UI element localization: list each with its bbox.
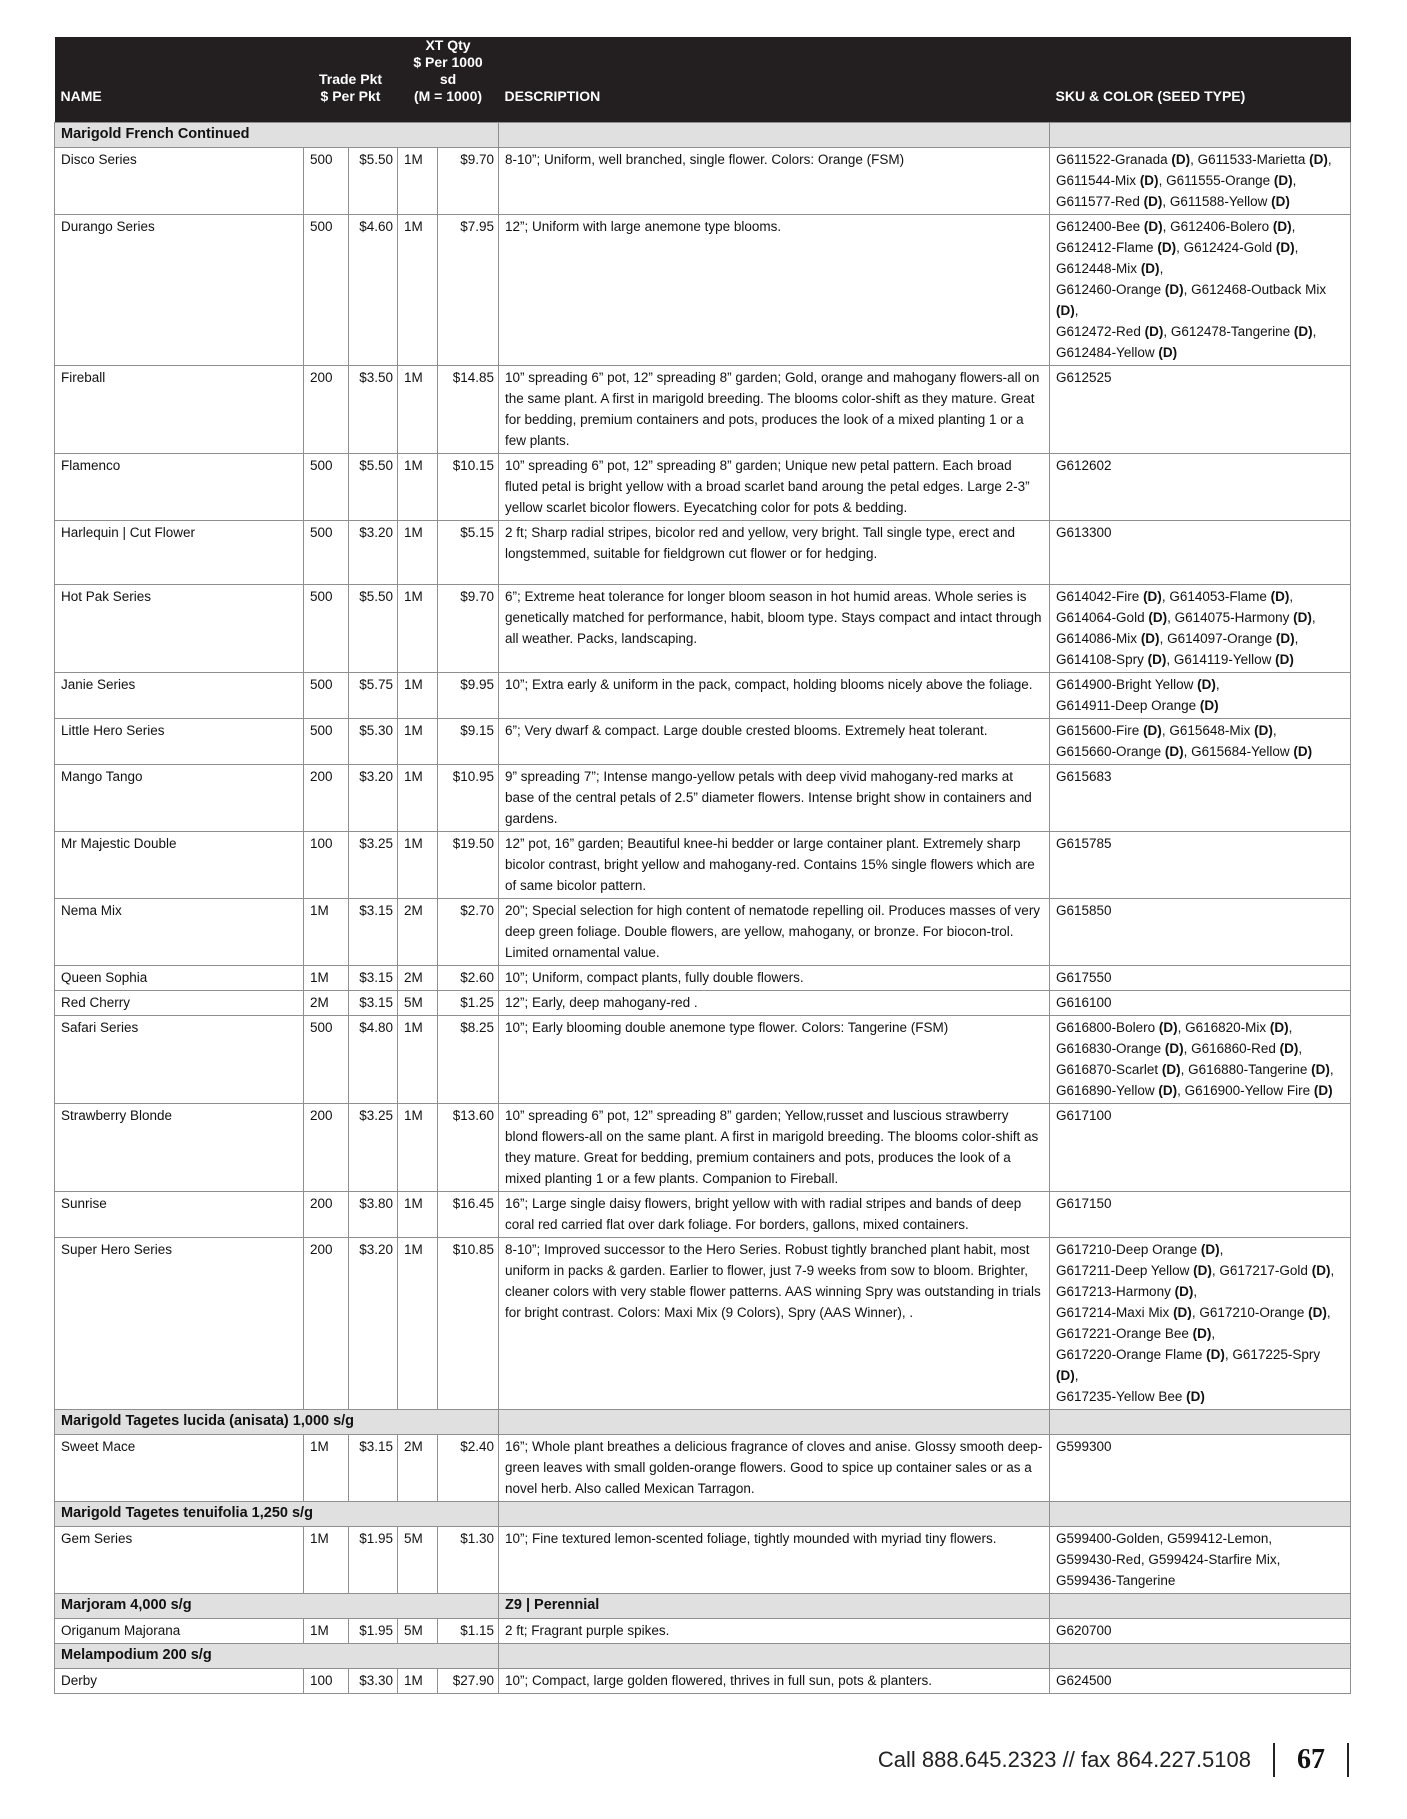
- catalog-page: [54, 37, 1350, 1694]
- xt-qty: 1M: [398, 454, 438, 521]
- sku-color: [1050, 585, 1351, 673]
- section-note: [499, 1502, 1050, 1527]
- footer-divider: [1273, 1743, 1275, 1777]
- trade-pkt-price: $3.20: [349, 1238, 398, 1410]
- section-title: Marigold Tagetes tenuifolia 1,250 s/g: [55, 1502, 499, 1527]
- sku-line: G612460-Orange (D), G612468-Outback Mix (D),: [1056, 282, 1327, 318]
- item-name: Sunrise: [55, 1192, 304, 1238]
- trade-pkt-qty: 500: [304, 1016, 349, 1104]
- section-sku-blank: [1050, 1594, 1351, 1619]
- item-description: 6”; Extreme heat tolerance for longer bloom season in hot humid areas. Whole series is genetically matched for performance, habit, bloom type. Stays compact and intact through all weather. Packs, landscaping.: [499, 585, 1050, 673]
- item-name: Gem Series: [55, 1527, 304, 1594]
- trade-pkt-qty: 500: [304, 719, 349, 765]
- section-title: Marjoram 4,000 s/g: [55, 1594, 499, 1619]
- sku-line: G617100: [1056, 1108, 1112, 1123]
- trade-pkt-price: $3.30: [349, 1669, 398, 1694]
- trade-pkt-qty: 1M: [304, 899, 349, 966]
- sku-line: G620700: [1056, 1623, 1112, 1638]
- sku-color: [1050, 1435, 1351, 1502]
- sku-color: [1050, 148, 1351, 215]
- item-description: 12”; Uniform with large anemone type blooms.: [499, 215, 1050, 366]
- sku-line: G616870-Scarlet (D), G616880-Tangerine (D),: [1056, 1062, 1334, 1077]
- table-row: [55, 454, 1351, 521]
- xt-qty: 1M: [398, 585, 438, 673]
- item-name: Super Hero Series: [55, 1238, 304, 1410]
- sku-color: [1050, 1238, 1351, 1410]
- sku-line: G613300: [1056, 525, 1112, 540]
- sku-color: [1050, 966, 1351, 991]
- sku-line: G612525: [1056, 370, 1112, 385]
- section-sku-blank: [1050, 1410, 1351, 1435]
- xt-price: $1.30: [438, 1527, 499, 1594]
- sku-color: [1050, 765, 1351, 832]
- xt-price: $19.50: [438, 832, 499, 899]
- sku-line: G612400-Bee (D), G612406-Bolero (D),: [1056, 219, 1296, 234]
- trade-pkt-qty: 500: [304, 454, 349, 521]
- sku-line: G624500: [1056, 1673, 1112, 1688]
- trade-pkt-price: $3.20: [349, 765, 398, 832]
- sku-line: G614042-Fire (D), G614053-Flame (D),: [1056, 589, 1294, 604]
- sku-color: [1050, 899, 1351, 966]
- trade-pkt-price: $4.80: [349, 1016, 398, 1104]
- section-sku-blank: [1050, 1502, 1351, 1527]
- section-sku-blank: [1050, 1644, 1351, 1669]
- header-name: NAME: [60, 88, 102, 104]
- xt-price: $27.90: [438, 1669, 499, 1694]
- sku-line: G615683: [1056, 769, 1112, 784]
- table-row: [55, 521, 1351, 585]
- item-name: Nema Mix: [55, 899, 304, 966]
- item-description: 10”; Compact, large golden flowered, thrives in full sun, pots & planters.: [499, 1669, 1050, 1694]
- xt-qty: 1M: [398, 719, 438, 765]
- xt-qty: 1M: [398, 148, 438, 215]
- item-name: Durango Series: [55, 215, 304, 366]
- trade-pkt-qty: 100: [304, 1669, 349, 1694]
- xt-price: $13.60: [438, 1104, 499, 1192]
- section-title: Marigold Tagetes lucida (anisata) 1,000 s/g: [55, 1410, 499, 1435]
- item-description: 10”; Uniform, compact plants, fully double flowers.: [499, 966, 1050, 991]
- sku-line: G615600-Fire (D), G615648-Mix (D),: [1056, 723, 1277, 738]
- sku-line: G599300: [1056, 1439, 1112, 1454]
- trade-pkt-price: $5.30: [349, 719, 398, 765]
- table-row: [55, 148, 1351, 215]
- sku-line: G612602: [1056, 458, 1112, 473]
- item-description: 10” spreading 6” pot, 12” spreading 8” garden; Yellow,russet and luscious strawberry blond flowers-all on the same plant. A first in marigold breeding. The blooms color-shift as they mature. Great for bedding, premium containers and pots, produces the look of a mixed planting 1 or a few plants. Companion to Fireball.: [499, 1104, 1050, 1192]
- sku-line: G616800-Bolero (D), G616820-Mix (D),: [1056, 1020, 1293, 1035]
- xt-price: $5.15: [438, 521, 499, 585]
- trade-pkt-qty: 1M: [304, 1619, 349, 1644]
- item-name: Fireball: [55, 366, 304, 454]
- table-row: [55, 832, 1351, 899]
- sku-color: [1050, 1104, 1351, 1192]
- sku-color: [1050, 832, 1351, 899]
- xt-qty: 1M: [398, 1192, 438, 1238]
- sku-line: G612472-Red (D), G612478-Tangerine (D),: [1056, 324, 1317, 339]
- sku-line: G614064-Gold (D), G614075-Harmony (D),: [1056, 610, 1316, 625]
- item-description: 6”; Very dwarf & compact. Large double crested blooms. Extremely heat tolerant.: [499, 719, 1050, 765]
- xt-price: $9.70: [438, 585, 499, 673]
- trade-pkt-price: $3.25: [349, 1104, 398, 1192]
- table-row: [55, 899, 1351, 966]
- item-description: 2 ft; Sharp radial stripes, bicolor red and yellow, very bright. Tall single type, erect and longstemmed, suitable for fieldgrown cut flower or for hedging.: [499, 521, 1050, 585]
- item-description: 12”; Early, deep mahogany-red .: [499, 991, 1050, 1016]
- xt-qty: 1M: [398, 366, 438, 454]
- xt-qty: 2M: [398, 899, 438, 966]
- trade-pkt-qty: 100: [304, 832, 349, 899]
- trade-pkt-price: $5.50: [349, 148, 398, 215]
- trade-pkt-qty: 200: [304, 1192, 349, 1238]
- section-header-row: [55, 1502, 1351, 1527]
- trade-pkt-qty: 500: [304, 521, 349, 585]
- xt-qty: 5M: [398, 1527, 438, 1594]
- trade-pkt-qty: 200: [304, 1238, 349, 1410]
- sku-line: G611544-Mix (D), G611555-Orange (D),: [1056, 173, 1297, 188]
- trade-pkt-price: $3.15: [349, 1435, 398, 1502]
- section-note: [499, 1410, 1050, 1435]
- contact-info: Call 888.645.2323 // fax 864.227.5108: [877, 1747, 1251, 1772]
- sku-color: [1050, 1016, 1351, 1104]
- item-name: Safari Series: [55, 1016, 304, 1104]
- header-xt-line2: $ Per 1000 sd: [413, 54, 483, 87]
- table-row: [55, 1669, 1351, 1694]
- sku-line: G615850: [1056, 903, 1112, 918]
- sku-line: G616890-Yellow (D), G616900-Yellow Fire (D): [1056, 1083, 1333, 1098]
- xt-price: $2.40: [438, 1435, 499, 1502]
- sku-color: [1050, 1619, 1351, 1644]
- xt-price: $16.45: [438, 1192, 499, 1238]
- table-row: [55, 991, 1351, 1016]
- page-number: 67: [1297, 1744, 1325, 1775]
- sku-line: G611522-Granada (D), G611533-Marietta (D),: [1056, 152, 1332, 167]
- sku-line: G611577-Red (D), G611588-Yellow (D): [1056, 194, 1290, 209]
- item-name: Sweet Mace: [55, 1435, 304, 1502]
- trade-pkt-price: $4.60: [349, 215, 398, 366]
- sku-line: G614108-Spry (D), G614119-Yellow (D): [1056, 652, 1294, 667]
- sku-color: [1050, 366, 1351, 454]
- xt-qty: 1M: [398, 215, 438, 366]
- section-header-row: [55, 1410, 1351, 1435]
- item-name: Strawberry Blonde: [55, 1104, 304, 1192]
- table-row: [55, 673, 1351, 719]
- item-description: 10”; Fine textured lemon-scented foliage, tightly mounded with myriad tiny flowers.: [499, 1527, 1050, 1594]
- sku-line: G616100: [1056, 995, 1112, 1010]
- section-header-row: [55, 123, 1351, 148]
- sku-line: G617214-Maxi Mix (D), G617210-Orange (D),: [1056, 1305, 1331, 1320]
- item-name: Derby: [55, 1669, 304, 1694]
- item-description: 8-10”; Uniform, well branched, single flower. Colors: Orange (FSM): [499, 148, 1050, 215]
- item-description: 10” spreading 6” pot, 12” spreading 8” garden; Gold, orange and mahogany flowers-all on the same plant. A first in marigold breeding. The blooms color-shift as they mature. Great for bedding, premium containers and pots, produces the look of a mixed planting 1 or a few plants.: [499, 366, 1050, 454]
- sku-line: G615785: [1056, 836, 1112, 851]
- sku-line: G599430-Red, G599424-Starfire Mix,: [1056, 1552, 1281, 1567]
- sku-color: [1050, 521, 1351, 585]
- xt-qty: 1M: [398, 832, 438, 899]
- xt-price: $9.95: [438, 673, 499, 719]
- xt-price: $2.60: [438, 966, 499, 991]
- section-note: [499, 1644, 1050, 1669]
- header-xt-line3: (M = 1000): [413, 88, 483, 104]
- item-name: Little Hero Series: [55, 719, 304, 765]
- trade-pkt-qty: 1M: [304, 1435, 349, 1502]
- trade-pkt-price: $3.80: [349, 1192, 398, 1238]
- sku-line: G615660-Orange (D), G615684-Yellow (D): [1056, 744, 1313, 759]
- sku-color: [1050, 673, 1351, 719]
- sku-line: G599400-Golden, G599412-Lemon,: [1056, 1531, 1273, 1546]
- item-description: 9” spreading 7”; Intense mango-yellow petals with deep vivid mahogany-red marks at base of the central petals of 2.5” diameter flowers. Intense bright show in containers and gardens.: [499, 765, 1050, 832]
- table-row: [55, 1435, 1351, 1502]
- item-name: Queen Sophia: [55, 966, 304, 991]
- xt-qty: 1M: [398, 673, 438, 719]
- sku-line: G617220-Orange Flame (D), G617225-Spry (D),: [1056, 1347, 1321, 1383]
- sku-color: [1050, 1669, 1351, 1694]
- trade-pkt-price: $1.95: [349, 1619, 398, 1644]
- table-row: [55, 1619, 1351, 1644]
- header-sku: SKU & COLOR (SEED TYPE): [1055, 88, 1246, 104]
- section-note: [499, 123, 1050, 148]
- item-name: Mango Tango: [55, 765, 304, 832]
- item-description: 10”; Early blooming double anemone type flower. Colors: Tangerine (FSM): [499, 1016, 1050, 1104]
- item-description: 10”; Extra early & uniform in the pack, compact, holding blooms nicely above the foliage.: [499, 673, 1050, 719]
- table-row: [55, 585, 1351, 673]
- trade-pkt-price: $3.50: [349, 366, 398, 454]
- sku-line: G612448-Mix (D),: [1056, 261, 1164, 276]
- xt-price: $1.15: [438, 1619, 499, 1644]
- trade-pkt-price: $5.50: [349, 454, 398, 521]
- item-description: 16”; Large single daisy flowers, bright yellow with with radial stripes and bands of deep coral red carried flat over dark foliage. For borders, gallons, mixed containers.: [499, 1192, 1050, 1238]
- xt-qty: 1M: [398, 1104, 438, 1192]
- section-sku-blank: [1050, 123, 1351, 148]
- trade-pkt-qty: 1M: [304, 966, 349, 991]
- sku-line: G614086-Mix (D), G614097-Orange (D),: [1056, 631, 1299, 646]
- sku-line: G617235-Yellow Bee (D): [1056, 1389, 1205, 1404]
- section-title: Marigold French Continued: [55, 123, 499, 148]
- sku-color: [1050, 1192, 1351, 1238]
- trade-pkt-price: $5.50: [349, 585, 398, 673]
- item-description: 8-10”; Improved successor to the Hero Series. Robust tightly branched plant habit, most uniform in packs & garden. Earlier to flower, just 7-9 weeks from sow to bloom. Brighter, cleaner colors with very stable flower patterns. AAS winning Spry was outstanding in trials for bright contrast. Colors: Maxi Mix (9 Colors), Spry (AAS Winner), .: [499, 1238, 1050, 1410]
- item-name: Origanum Majorana: [55, 1619, 304, 1644]
- item-description: 10” spreading 6” pot, 12” spreading 8” garden; Unique new petal pattern. Each broad fluted petal is bright yellow with a broad scarlet band aroung the petal edges. Large 2-3” yellow scarlet bicolor flowers. Eyecatching color for pots & bedding.: [499, 454, 1050, 521]
- trade-pkt-qty: 500: [304, 585, 349, 673]
- table-row: [55, 1192, 1351, 1238]
- xt-qty: 1M: [398, 1669, 438, 1694]
- xt-qty: 2M: [398, 966, 438, 991]
- trade-pkt-price: $1.95: [349, 1527, 398, 1594]
- item-name: Hot Pak Series: [55, 585, 304, 673]
- footer-divider-right: [1347, 1743, 1349, 1777]
- table-row: [55, 215, 1351, 366]
- trade-pkt-qty: 500: [304, 148, 349, 215]
- xt-price: $8.25: [438, 1016, 499, 1104]
- trade-pkt-qty: 200: [304, 1104, 349, 1192]
- sku-line: G617550: [1056, 970, 1112, 985]
- table-row: [55, 966, 1351, 991]
- trade-pkt-qty: 2M: [304, 991, 349, 1016]
- table-row: [55, 1104, 1351, 1192]
- section-header-row: [55, 1594, 1351, 1619]
- item-name: Mr Majestic Double: [55, 832, 304, 899]
- xt-price: $9.70: [438, 148, 499, 215]
- sku-line: G617210-Deep Orange (D),: [1056, 1242, 1224, 1257]
- xt-qty: 1M: [398, 765, 438, 832]
- trade-pkt-price: $3.15: [349, 966, 398, 991]
- table-row: [55, 1016, 1351, 1104]
- sku-color: [1050, 719, 1351, 765]
- xt-price: $9.15: [438, 719, 499, 765]
- sku-line: G616830-Orange (D), G616860-Red (D),: [1056, 1041, 1303, 1056]
- item-description: 20”; Special selection for high content of nematode repelling oil. Produces masses of very deep green foliage. Double flowers, are yellow, mahogany, or bronze. For biocon-trol. Limited ornamental value.: [499, 899, 1050, 966]
- xt-price: $10.95: [438, 765, 499, 832]
- table-row: [55, 1238, 1351, 1410]
- item-name: Disco Series: [55, 148, 304, 215]
- seed-price-table: [54, 37, 1351, 1694]
- sku-line: G612484-Yellow (D): [1056, 345, 1178, 360]
- xt-qty: 1M: [398, 1238, 438, 1410]
- xt-price: $7.95: [438, 215, 499, 366]
- trade-pkt-price: $3.25: [349, 832, 398, 899]
- sku-line: G617211-Deep Yellow (D), G617217-Gold (D),: [1056, 1263, 1335, 1278]
- xt-price: $10.15: [438, 454, 499, 521]
- xt-qty: 1M: [398, 521, 438, 585]
- xt-price: $14.85: [438, 366, 499, 454]
- table-row: [55, 1527, 1351, 1594]
- sku-line: G599436-Tangerine: [1056, 1573, 1176, 1588]
- sku-line: G617213-Harmony (D),: [1056, 1284, 1198, 1299]
- sku-color: [1050, 215, 1351, 366]
- sku-line: G614911-Deep Orange (D): [1056, 698, 1219, 713]
- xt-qty: 5M: [398, 1619, 438, 1644]
- header-trade-pkt: [304, 37, 398, 110]
- item-description: 2 ft; Fragrant purple spikes.: [499, 1619, 1050, 1644]
- xt-qty: 5M: [398, 991, 438, 1016]
- header-trade-pkt-line1: Trade Pkt: [318, 71, 383, 87]
- trade-pkt-price: $3.15: [349, 899, 398, 966]
- trade-pkt-qty: 200: [304, 366, 349, 454]
- table-header: [55, 37, 1351, 110]
- sku-line: G617150: [1056, 1196, 1112, 1211]
- page-footer: [878, 1740, 1349, 1780]
- trade-pkt-qty: 500: [304, 215, 349, 366]
- section-note: Z9 | Perennial: [499, 1594, 1050, 1619]
- header-xt-line1: XT Qty: [425, 37, 471, 53]
- table-body: [55, 123, 1351, 1694]
- item-name: Janie Series: [55, 673, 304, 719]
- section-header-row: [55, 1644, 1351, 1669]
- item-name: Red Cherry: [55, 991, 304, 1016]
- trade-pkt-qty: 200: [304, 765, 349, 832]
- trade-pkt-qty: 500: [304, 673, 349, 719]
- sku-line: G614900-Bright Yellow (D),: [1056, 677, 1220, 692]
- trade-pkt-price: $3.20: [349, 521, 398, 585]
- table-row: [55, 719, 1351, 765]
- trade-pkt-price: $5.75: [349, 673, 398, 719]
- sku-line: G612412-Flame (D), G612424-Gold (D),: [1056, 240, 1299, 255]
- item-name: Harlequin | Cut Flower: [55, 521, 304, 585]
- item-description: 16”; Whole plant breathes a delicious fragrance of cloves and anise. Glossy smooth deep-green leaves with small golden-orange flowers. Good to spice up container sales or as a novel herb. Also called Mexican Tarragon.: [499, 1435, 1050, 1502]
- trade-pkt-qty: 1M: [304, 1527, 349, 1594]
- header-description: DESCRIPTION: [504, 88, 601, 104]
- xt-qty: 1M: [398, 1016, 438, 1104]
- xt-price: $10.85: [438, 1238, 499, 1410]
- sku-color: [1050, 454, 1351, 521]
- xt-price: $2.70: [438, 899, 499, 966]
- header-xt-qty: [398, 37, 499, 110]
- item-description: 12” pot, 16” garden; Beautiful knee-hi bedder or large container plant. Extremely sharp bicolor contrast, bright yellow and mahogany-red. Contains 15% single flowers which are of same bicolor pattern.: [499, 832, 1050, 899]
- header-trade-pkt-line2: $ Per Pkt: [320, 88, 381, 104]
- table-row: [55, 765, 1351, 832]
- sku-line: G617221-Orange Bee (D),: [1056, 1326, 1216, 1341]
- xt-qty: 2M: [398, 1435, 438, 1502]
- table-row: [55, 366, 1351, 454]
- section-title: Melampodium 200 s/g: [55, 1644, 499, 1669]
- sku-color: [1050, 991, 1351, 1016]
- xt-price: $1.25: [438, 991, 499, 1016]
- sku-color: [1050, 1527, 1351, 1594]
- trade-pkt-price: $3.15: [349, 991, 398, 1016]
- item-name: Flamenco: [55, 454, 304, 521]
